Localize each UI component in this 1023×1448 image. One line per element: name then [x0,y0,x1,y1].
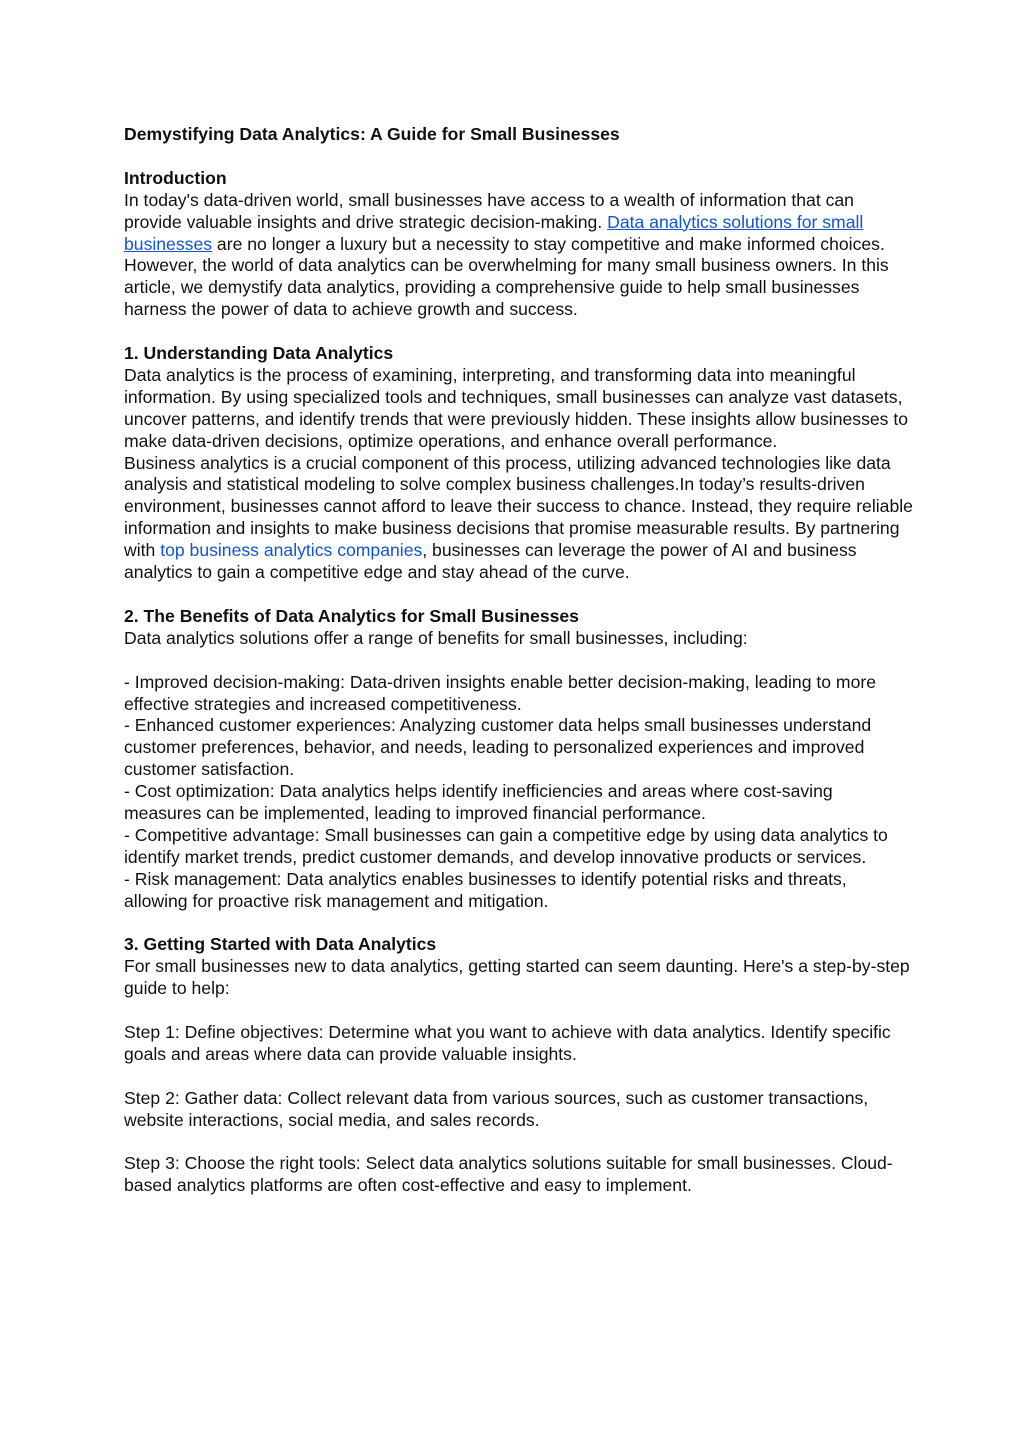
spacer [124,321,914,343]
business-analytics-companies-link[interactable]: top business analytics companies [160,540,423,561]
intro-text-after-link: are no longer a luxury but a necessity to stay competitive and make informed choices. However, the world of data analytics can be overwhelming for many small business owners. In this article, we demystify data analytics, providing a comprehensive guide to help small businesses harness the power of data to achieve growth and success. [124,233,889,320]
step-1: Step 1: Define objectives: Determine what you want to achieve with data analytics. Identify specific goals and areas where data can provide valuable insights. [124,1022,891,1064]
benefit-item-cost-optimization: - Cost optimization: Data analytics helps identify inefficiencies and areas where cost-saving measures can be implemented, leading to improved financial performance. [124,781,833,824]
section2-heading: 2. The Benefits of Data Analytics for Small Businesses [124,605,579,626]
section1-text-before-link: Business analytics is a crucial component of this process, utilizing advanced technologies like data analysis and statistical modeling to solve complex business challenges.In today’s results-driven environment, businesses cannot afford to leave their success to chance. Instead, they require reliable information and insights to make business decisions that promise measurable results. By partnering with [124,452,913,561]
spacer [124,146,914,168]
section1-heading: 1. Understanding Data Analytics [124,343,394,364]
benefit-item-customer-experiences: - Enhanced customer experiences: Analyzing customer data helps small businesses understand customer preferences, behavior, and needs, leading to personalized experiences and improved customer satisfaction. [124,715,872,780]
section1-text-after-link: , businesses can leverage the power of AI and business analytics to gain a competitive edge and stay ahead of the curve. [124,540,857,583]
step-3: Step 3: Choose the right tools: Select data analytics solutions suitable for small businesses. Cloud-based analytics platforms are often cost-effective and easy to implement. [124,1153,893,1196]
spacer [124,1132,914,1154]
benefit-item-decision-making: - Improved decision-making: Data-driven insights enable better decision-making, leading to more effective strategies and increased competitiveness. [124,671,877,714]
section1-paragraph-2 [124,453,914,584]
section1-paragraph-1: Data analytics is the process of examining, interpreting, and transforming data into meaningful information. By using specialized tools and techniques, small businesses can analyze vast datasets, uncover patterns, and identify trends that were previously hidden. These insights allow businesses to make data-driven decisions, optimize operations, and enhance overall performance. [124,364,909,451]
spacer [124,913,914,935]
document-page [124,124,914,1197]
data-analytics-solutions-link[interactable]: Data analytics solutions for small businesses [124,211,864,254]
benefit-item-risk-management: - Risk management: Data analytics enables businesses to identify potential risks and threats, allowing for proactive risk management and mitigation. [124,868,847,911]
intro-paragraph [124,190,914,321]
spacer [124,1066,914,1088]
spacer [124,584,914,606]
section3-intro: For small businesses new to data analytics, getting started can seem daunting. Here's a step-by-step guide to help: [124,956,910,999]
benefit-item-competitive-advantage: - Competitive advantage: Small businesses can gain a competitive edge by using data analytics to identify market trends, predict customer demands, and develop innovative products or services. [124,824,888,867]
section3-heading: 3. Getting Started with Data Analytics [124,934,437,955]
intro-heading: Introduction [124,167,227,188]
step-2: Step 2: Gather data: Collect relevant data from various sources, such as customer transactions, website interactions, social media, and sales records. [124,1087,869,1130]
spacer [124,650,914,672]
section2-intro: Data analytics solutions offer a range of benefits for small businesses, including: [124,627,748,648]
intro-text-before-link: In today's data-driven world, small businesses have access to a wealth of information that can provide valuable insights and drive strategic decision-making. [124,189,854,232]
spacer [124,1000,914,1022]
document-title: Demystifying Data Analytics: A Guide for Small Businesses [124,124,620,144]
